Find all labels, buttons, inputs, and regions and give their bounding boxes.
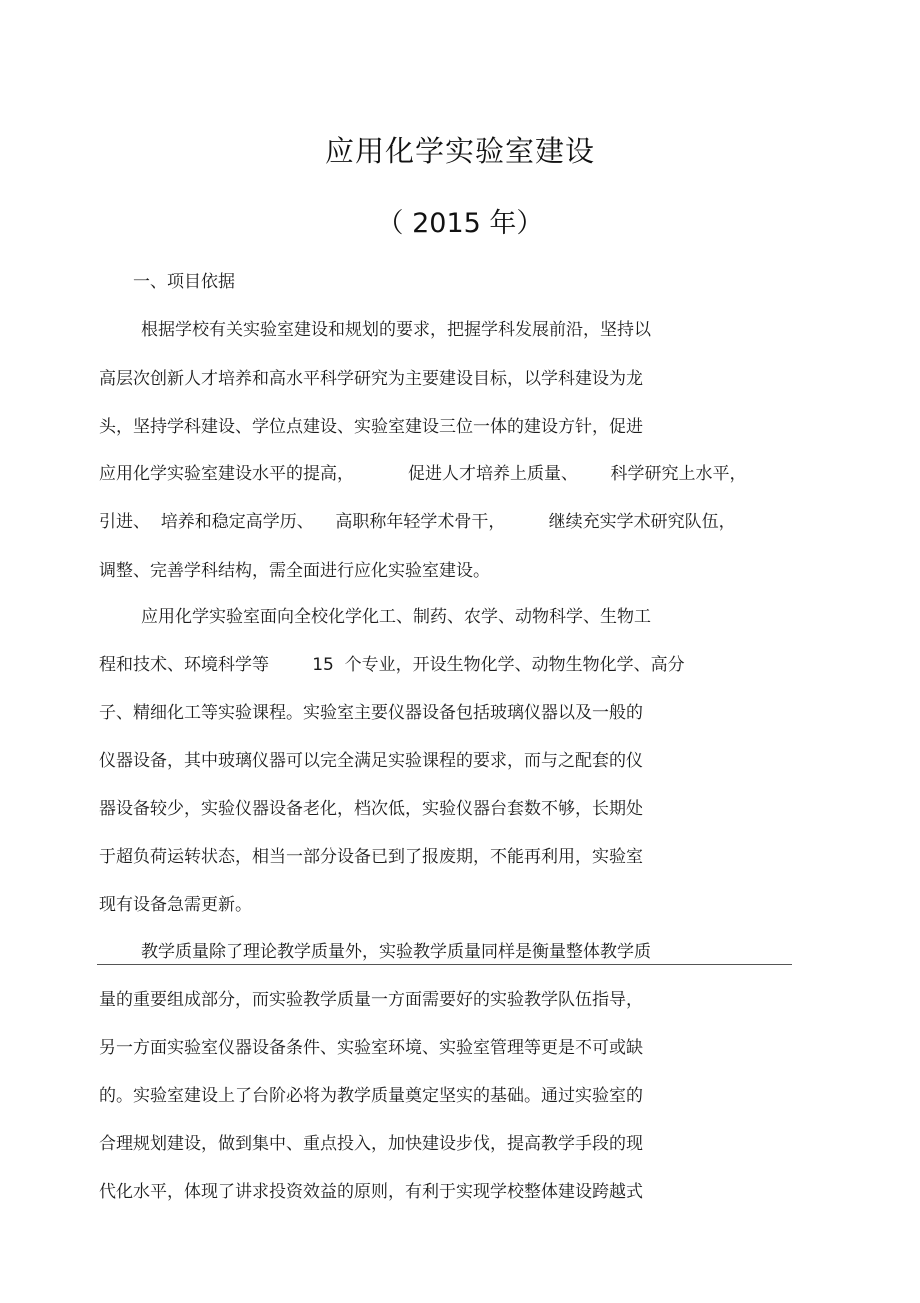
paragraph-line: 高层次创新人才培养和高水平科学研究为主要建设目标，以学科建设为龙 xyxy=(99,369,643,389)
paragraph-line: 根据学校有关实验室建设和规划的要求，把握学科发展前沿，坚持以 xyxy=(141,320,651,340)
paragraph-line: 于超负荷运转状态，相当一部分设备已到了报废期，不能再利用，实验室 xyxy=(99,847,643,867)
paragraph-line: 引进、 培养和稳定高学历、 高职称年轻学术骨干， 继续充实学术研究队伍， xyxy=(99,512,736,532)
paragraph-line: 仪器设备，其中玻璃仪器可以完全满足实验课程的要求，而与之配套的仪 xyxy=(99,751,643,771)
paragraph-line: 程和技术、环境科学等 15 个专业，开设生物化学、动物生物化学、高分 xyxy=(99,655,685,675)
section-heading: 一、项目依据 xyxy=(133,272,235,292)
paragraph-line: 代化水平，体现了讲求投资效益的原则，有利于实现学校整体建设跨越式 xyxy=(99,1182,643,1202)
paragraph-line: 教学质量除了理论教学质量外，实验教学质量同样是衡量整体教学质 xyxy=(141,942,651,962)
paragraph-line: 调整、完善学科结构，需全面进行应化实验室建设。 xyxy=(99,561,490,581)
page-divider xyxy=(97,964,792,965)
document-title: 应用化学实验室建设 xyxy=(324,134,595,168)
paragraph-line: 的。实验室建设上了台阶必将为教学质量奠定坚实的基础。通过实验室的 xyxy=(99,1086,643,1106)
paragraph-line: 器设备较少，实验仪器设备老化，档次低，实验仪器台套数不够，长期处 xyxy=(99,799,643,819)
paragraph-line: 另一方面实验室仪器设备条件、实验室环境、实验室管理等更是不可或缺 xyxy=(99,1038,643,1058)
paragraph-line: 合理规划建设，做到集中、重点投入，加快建设步伐，提高教学手段的现 xyxy=(99,1134,643,1154)
document-year: （ 2015 年） xyxy=(376,208,544,239)
paragraph-line: 子、精细化工等实验课程。实验室主要仪器设备包括玻璃仪器以及一般的 xyxy=(99,703,643,723)
paragraph-line: 头，坚持学科建设、学位点建设、实验室建设三位一体的建设方针，促进 xyxy=(99,417,643,437)
paragraph-line: 量的重要组成部分，而实验教学质量一方面需要好的实验教学队伍指导， xyxy=(99,990,643,1010)
paragraph-line: 应用化学实验室面向全校化学化工、制药、农学、动物科学、生物工 xyxy=(141,607,651,627)
paragraph-line: 现有设备急需更新。 xyxy=(99,895,252,915)
paragraph-line: 应用化学实验室建设水平的提高， 促进人才培养上质量、 科学研究上水平， xyxy=(99,464,747,484)
